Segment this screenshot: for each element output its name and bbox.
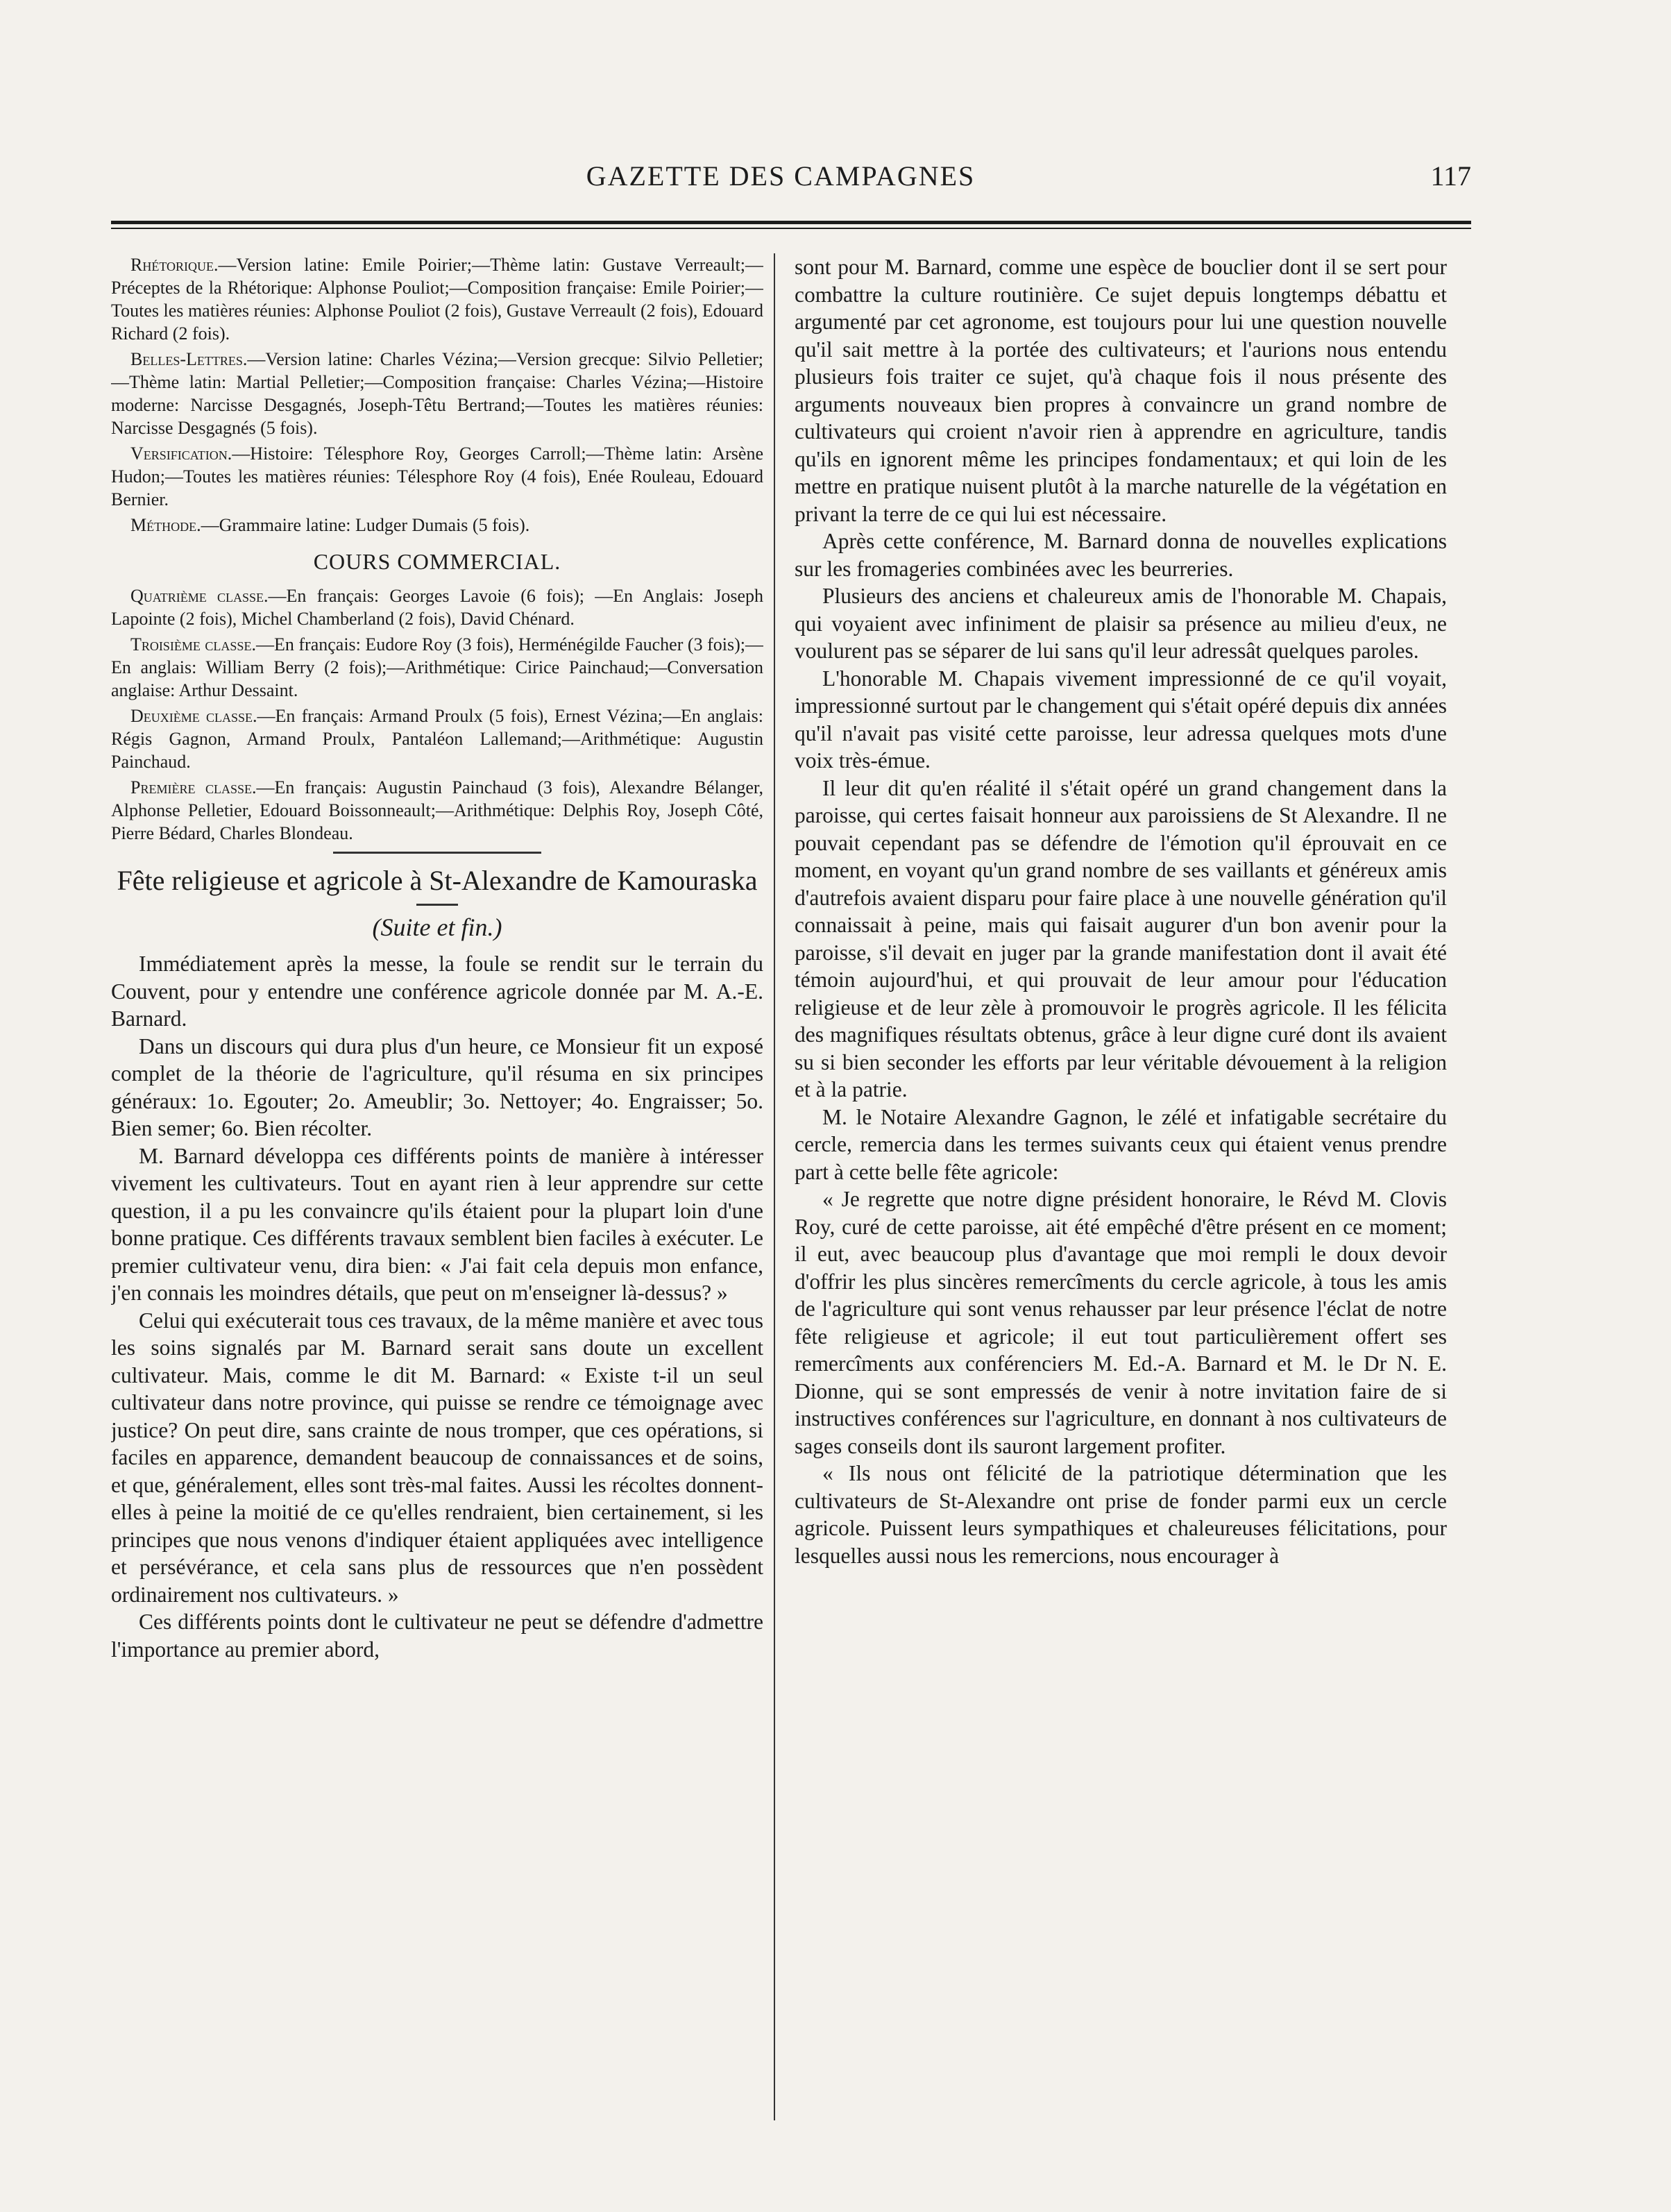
prize-paragraph: [111, 348, 763, 439]
article-paragraph: Il leur dit qu'en réalité il s'était opéré un grand changement dans la paroisse, qui certes faisait honneur aux paroissiens de St Alexandre. Il ne pouvait cependant pas se défendre de l'émotion qu'il éprouvait en ce moment, en voyant qu'un grand nombre de ses vaillants et généreux amis d'autrefois avaient disparu pour faire place à une nouvelle génération qu'il connaissait à peine, mais qui faisait augurer d'un bon avenir pour la paroisse, s'il devait en juger par la grande manifestation dont il avait été témoin aujourd'hui, et qui prouvait de leur amour pour l'éducation religieuse et de leur zèle à promouvoir le progrès agricole. Il les félicita des magnifiques résultats obtenus, grâce à leur digne curé dont ils avaient su si bien seconder les efforts par leur véritable dévouement à la religion et à la patrie.: [795, 775, 1447, 1101]
prize-list: [111, 253, 763, 537]
title-separator: [416, 904, 458, 906]
commercial-list: [111, 584, 763, 845]
prize-text: —Version latine: Charles Vézina;—Version grecque: Silvio Pelletier;—Thème latin: Martial Pelletier;—Composition française: Charles Vézina;—Histoire moderne: Narcisse Desgagnés, Joseph-Têtu Bertrand;—Toutes les matières réunies: Narcisse Desgagnés (5 fois).: [111, 349, 763, 438]
prize-text: —Grammaire latine: Ludger Dumais (5 fois).: [201, 515, 530, 535]
commercial-paragraph: [111, 704, 763, 773]
page-number: 117: [1430, 160, 1471, 192]
prize-label: Méthode.: [130, 515, 201, 535]
article-paragraph: sont pour M. Barnard, comme une espèce de bouclier dont il se sert pour combattre la culture routinière. Ce sujet depuis longtemps débattu et argumenté par cet agronome, est toujours pour lui une question nouvelle qu'il sait mettre à la portée des cultivateurs; et l'aurions nous entendu plusieurs fois traiter ce sujet, qu'à chaque fois il nous présente des arguments nouveaux bien propres à convaincre un grand nombre de cultivateurs qui croient n'avoir rien à apprendre en agriculture, tandis qu'ils en ignorent même les principes fondamentaux; et qui loin de les mettre en pratique nuisent plutôt à la marche naturelle de la végétation en privant la terre de ce qui lui est nécessaire.: [795, 255, 1447, 526]
prize-label: Belles-Lettres.: [130, 349, 248, 369]
class-text: —En français: Armand Proulx (5 fois), Ernest Vézina;—En anglais: Régis Gagnon, Armand Proulx, Pantaléon Lallemand;—Arithmétique: Augustin Painchaud.: [111, 706, 763, 772]
column-divider: [774, 253, 775, 2120]
article-subtitle: (Suite et fin.): [372, 913, 502, 941]
right-column: [795, 253, 1447, 2127]
commercial-paragraph: [111, 633, 763, 702]
header-rule-thick: [111, 221, 1471, 224]
commercial-heading: COURS COMMERCIAL.: [313, 549, 561, 574]
article-paragraph: « Je regrette que notre digne président honoraire, le Révd M. Clovis Roy, curé de cette paroisse, ait été empêché d'être présent en ce moment; il eut, avec beaucoup plus d'avantage que moi rempli le doux devoir d'offrir les plus sincères remercîments du cercle agricole, à tous les amis de l'agriculture qui sont venus rehausser par leur présence l'éclat de notre fête religieuse et agricole; il eut tout particulièrement offert ses remercîments aux conférenciers M. Ed.-A. Barnard et M. le Dr N. E. Dionne, qui se sont empressés de venir à notre invitation faire de si instructives conférences sur l'agriculture, en donnant à nos cultivateurs de sages conseils dont ils sauront largement profiter.: [795, 1187, 1447, 1458]
class-text: —En français: Georges Lavoie (6 fois); —En Anglais: Joseph Lapointe (2 fois), Michel Chamberland (2 fois), David Chénard.: [111, 586, 763, 629]
prize-paragraph: [111, 442, 763, 511]
article-paragraph: L'honorable M. Chapais vivement impressionné de ce qu'il voyait, impressionné surtout par le changement qui s'était opéré depuis dix années qu'il n'avait pas visité cette paroisse, leur adressa quelques mots d'une voix très-émue.: [795, 666, 1447, 772]
prize-paragraph: [111, 514, 763, 537]
article-paragraph: Immédiatement après la messe, la foule se rendit sur le terrain du Couvent, pour y entendre une conférence agricole donnée par M. A.-E. Barnard.: [111, 952, 763, 1031]
article-paragraph: Dans un discours qui dura plus d'un heure, ce Monsieur fit un exposé complet de la théorie de l'agriculture, qu'il résuma en six principes généraux: 1o. Egouter; 2o. Ameublir; 3o. Nettoyer; 4o. Engraisser; 5o. Bien semer; 6o. Bien récolter.: [111, 1033, 763, 1140]
class-label: Première classe.: [130, 777, 257, 797]
commercial-paragraph: [111, 776, 763, 845]
class-text: —En français: Eudore Roy (3 fois), Herménégilde Faucher (3 fois);—En anglais: William Berry (2 fois);—Arithmétique: Cirice Painchaud;—Conversation anglaise: Arthur Dessaint.: [111, 634, 763, 700]
prize-label: Rhétorique.: [130, 255, 219, 275]
prize-text: —Histoire: Télesphore Roy, Georges Carroll;—Thème latin: Arsène Hudon;—Toutes les matières réunies: Télesphore Roy (4 fois), Enée Rouleau, Edouard Bernier.: [111, 444, 763, 509]
article-paragraph: M. Barnard développa ces différents points de manière à intéresser vivement les cultivateurs. Tout en ayant rien à leur apprendre sur cette question, il a pu les convaincre qu'ils étaient pour la plupart loin d'une bonne pratique. Ces différents travaux semblent bien faciles à exécuter. Le premier cultivateur venu, dira bien: « J'ai fait cela depuis mon enfance, j'en connais les moindres détails, que peut on m'enseigner là-dessus? »: [111, 1143, 763, 1305]
article-paragraph: Plusieurs des anciens et chaleureux amis de l'honorable M. Chapais, qui voyaient avec infiniment de plaisir sa présence au milieu d'eux, ne voulurent pas se séparer de lui sans qu'il leur adressât quelques paroles.: [795, 584, 1447, 663]
prize-label: Versification.: [130, 444, 232, 464]
section-separator: [333, 852, 541, 854]
article-paragraph: M. le Notaire Alexandre Gagnon, le zélé et infatigable secrétaire du cercle, remercia dans les termes suivants ceux qui étaient venus prendre part à cette belle fête agricole:: [795, 1104, 1447, 1184]
prize-paragraph: [111, 253, 763, 345]
article-body-left: [111, 950, 763, 1663]
header-rule-thin: [111, 228, 1471, 229]
newspaper-page: [90, 139, 1471, 2138]
page-header: [90, 160, 1471, 201]
article-paragraph: Après cette conférence, M. Barnard donna de nouvelles explications sur les fromageries combinées avec les beurreries.: [795, 529, 1447, 581]
class-text: —En français: Augustin Painchaud (3 fois), Alexandre Bélanger, Alphonse Pelletier, Edouard Boissonneault;—Arithmétique: Delphis Roy, Joseph Côté, Pierre Bédard, Charles Blondeau.: [111, 777, 763, 843]
commercial-paragraph: [111, 584, 763, 630]
article-paragraph: Ces différents points dont le cultivateur ne peut se défendre d'admettre l'importance au premier abord,: [111, 1610, 763, 1662]
class-label: Deuxième classe.: [130, 706, 257, 726]
class-label: Troisième classe.: [130, 634, 256, 655]
left-column: [111, 253, 763, 2127]
class-label: Quatrième classe.: [130, 586, 269, 606]
article-paragraph: « Ils nous ont félicité de la patriotique détermination que les cultivateurs de St-Alexandre ont prise de fonder parmi eux un cercle agricole. Puissent leurs sympathiques et chaleureuses félicitations, pour lesquelles aussi nous les remercions, nous encourager à: [795, 1461, 1447, 1568]
publication-title: GAZETTE DES CAMPAGNES: [586, 160, 976, 192]
article-paragraph: Celui qui exécuterait tous ces travaux, de la même manière et avec tous les soins signalés par M. Barnard serait sans doute un excellent cultivateur. Mais, comme le dit M. Barnard: « Existe t-il un seul cultivateur dans notre province, qui puisse se rendre ce témoignage avec justice? On peut dire, sans crainte de nous tromper, que ces opérations, si faciles en apparence, demandent beaucoup de connaissances et de soins, et que, généralement, elles sont très-mal faites. Aussi les récoltes donnent-elles à peine la moitié de ce qu'elles rendraient, bien certainement, si les principes que nous venons d'indiquer étaient appliquées avec intelligence et persévérance, et cela sans plus de ressources que n'en possèdent ordinairement nos cultivateurs. »: [111, 1308, 763, 1607]
prize-text: —Version latine: Emile Poirier;—Thème latin: Gustave Verreault;—Préceptes de la Rhétorique: Alphonse Pouliot;—Composition française: Emile Poirier;—Toutes les matières réunies: Alphonse Pouliot (2 fois), Gustave Verreault (2 fois), Edouard Richard (2 fois).: [111, 255, 763, 344]
article-title: Fête religieuse et agricole à St-Alexandre de Kamouraska: [117, 865, 758, 896]
